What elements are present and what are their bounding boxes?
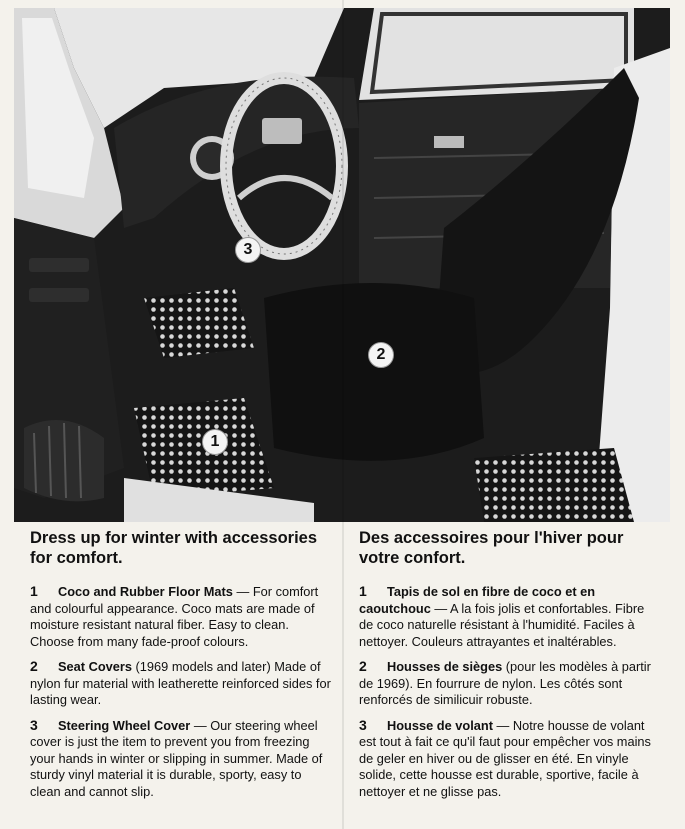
marker-floor-mat: 1: [202, 429, 228, 455]
item-body: — A la fois jolis et confortables. Fibre de coco naturelle résistant à l'humidité. Faciles à nettoyer. Couleurs attrayantes et inaltérables.: [359, 600, 645, 649]
page-fold: [342, 0, 344, 829]
french-column: [359, 528, 657, 808]
french-item-seat-covers: [359, 658, 657, 709]
item-body: (1969 models and later) Made of nylon fur material with leatherette reinforced sides for lasting wear.: [30, 659, 331, 707]
item-title: Steering Wheel Cover: [58, 717, 191, 733]
french-item-steering-wheel-cover: [359, 717, 657, 801]
marker-steering-wheel: 3: [235, 237, 261, 263]
item-number: 1: [30, 583, 38, 599]
english-heading: Dress up for winter with accessories for comfort.: [30, 529, 318, 567]
item-body: — For comfort and colourful appearance. Coco mats are made of moisture resistant natural fiber. Easy to clean. Choose from many fade-proof colours.: [30, 584, 319, 649]
item-body: — Our steering wheel cover is just the item to prevent you from freezing your hands in winter or slipping in summer. Made of sturdy vinyl material it is durable, sporty, easy to clean and cannot slip.: [30, 717, 323, 799]
item-title: Housses de sièges: [387, 659, 503, 674]
english-column: [30, 528, 332, 808]
english-item-seat-covers: [30, 658, 332, 709]
french-item-floor-mats: [359, 583, 657, 650]
item-title: Tapis de sol en fibre de coco et en caoutchouc: [359, 584, 596, 616]
item-number: 3: [359, 716, 367, 733]
english-item-floor-mats: [30, 583, 332, 650]
item-body: (pour les modèles à partir de 1969). En fourrure de nylon. Les côtés sont renforcés de similicuir robuste.: [359, 659, 651, 707]
item-number: 2: [359, 658, 367, 674]
marker-seat: 2: [368, 342, 394, 368]
item-title: Coco and Rubber Floor Mats: [58, 584, 233, 599]
item-number: 1: [359, 583, 367, 599]
item-number: 3: [30, 716, 38, 733]
item-number: 2: [30, 658, 38, 674]
item-title: Seat Covers: [58, 659, 132, 674]
french-heading: Des accessoires pour l'hiver pour votre confort.: [359, 529, 624, 567]
english-item-steering-wheel-cover: [30, 717, 332, 801]
item-title: Housse de volant: [387, 717, 493, 733]
item-body: — Notre housse de volant est tout à fait ce qu'il faut pour empêcher vos mains de geler en hiver ou de glisser en été. En vinyle solide, cette housse est durable, sportive, facile à nettoyer et ne glisse pas.: [359, 717, 651, 799]
